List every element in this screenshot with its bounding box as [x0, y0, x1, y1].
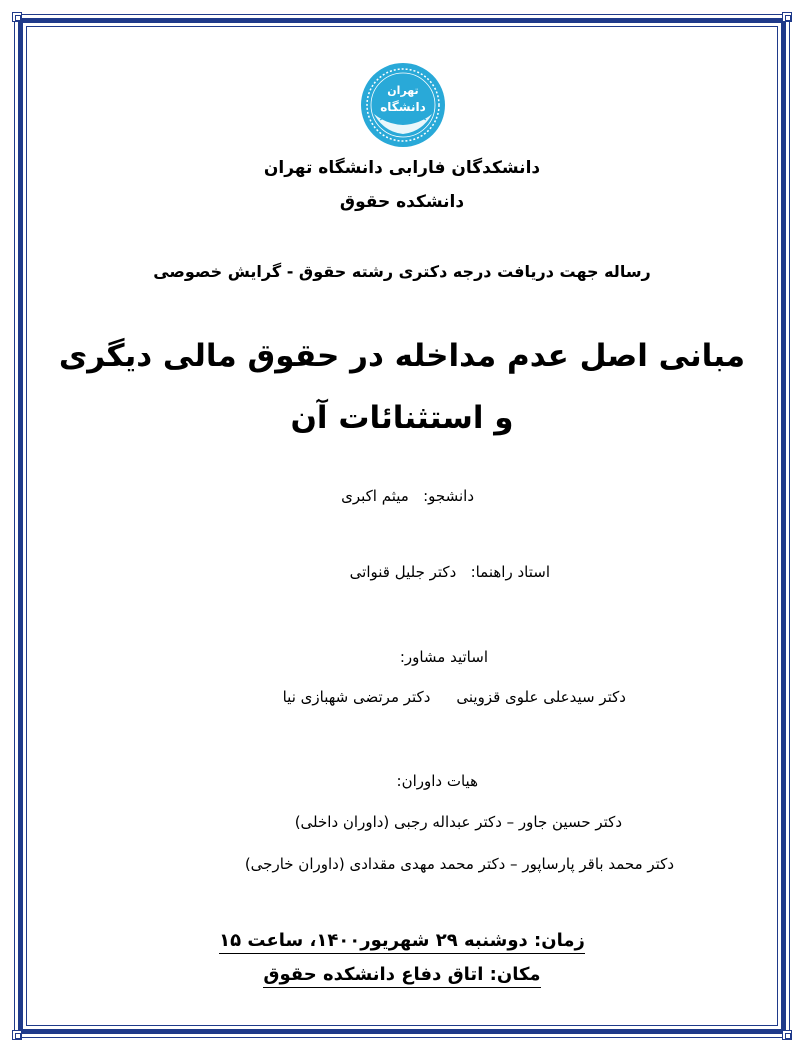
- consultant-name: دکتر سیدعلی علوی قزوینی: [456, 688, 626, 706]
- advisor-row: [350, 563, 550, 581]
- defense-time-text: زمان: دوشنبه ۲۹ شهریور۱۴۰۰، ساعت ۱۵: [219, 930, 585, 954]
- defense-place: [40, 964, 764, 985]
- consultants-names: [283, 688, 626, 706]
- advisor-label: استاد راهنما:: [470, 563, 550, 581]
- title-page: [40, 40, 764, 1012]
- student-row: [341, 487, 474, 505]
- defense-time: [40, 930, 764, 951]
- student-label: دانشجو:: [423, 487, 474, 505]
- thesis-title-line-2: و استثنائات آن: [290, 400, 514, 436]
- thesis-statement: رساله جهت دریافت درجه دکتری رشته حقوق - گرایش خصوصی: [153, 262, 651, 281]
- logo-text-top: تهران: [387, 84, 419, 97]
- jury-external: دکتر محمد باقر پارساپور – دکتر محمد مهدی مقدادی (داوران خارجی): [244, 855, 674, 873]
- consultant-name: دکتر مرتضی شهبازی نیا: [282, 688, 431, 706]
- logo-text-bottom: دانشگاه: [380, 100, 426, 114]
- advisor-name: دکتر جلیل قنواتی: [349, 563, 457, 581]
- jury-internal: دکتر حسین جاور – دکتر عبداله رجبی (داوران داخلی): [294, 813, 622, 831]
- faculty-name: دانشکده حقوق: [339, 192, 465, 212]
- border-corner-ornament: [12, 1030, 22, 1040]
- thesis-title-line-1: مبانی اصل عدم مداخله در حقوق مالی دیگری: [58, 338, 746, 374]
- consultants-label: اساتید مشاور:: [399, 648, 488, 666]
- border-corner-ornament: [782, 12, 792, 22]
- university-logo: [360, 62, 446, 148]
- student-name: میثم اکبری: [341, 487, 409, 505]
- jury-label: هیات داوران:: [396, 772, 478, 790]
- university-name: دانشکدگان فارابی دانشگاه تهران: [263, 158, 541, 178]
- border-corner-ornament: [782, 1030, 792, 1040]
- defense-place-text: مکان: اتاق دفاع دانشکده حقوق: [263, 964, 540, 988]
- border-corner-ornament: [12, 12, 22, 22]
